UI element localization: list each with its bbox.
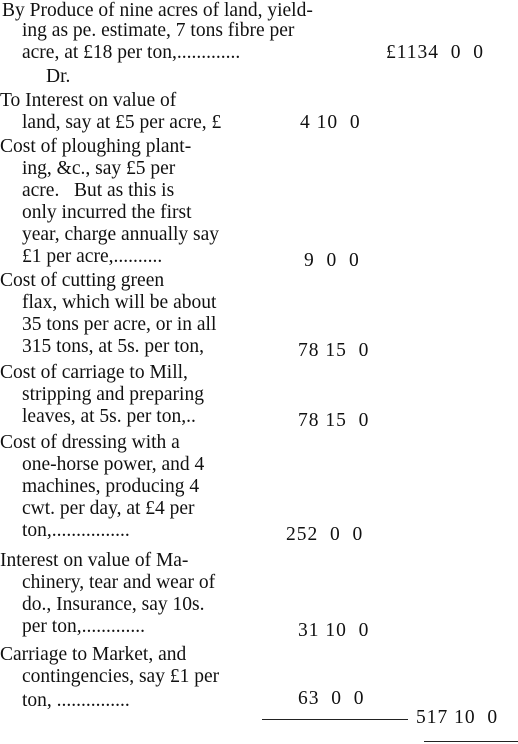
item-amount: 4 10 0 bbox=[300, 112, 361, 133]
item-line: stripping and preparing bbox=[22, 384, 204, 405]
item-line: ton, ............... bbox=[22, 690, 130, 711]
item-line: year, charge annually say bbox=[22, 224, 220, 245]
item-line: Cost of cutting green bbox=[0, 270, 165, 291]
item-line: do., Insurance, say 10s. bbox=[22, 594, 205, 615]
item-line: per ton,............. bbox=[22, 616, 145, 637]
item-amount: 9 0 0 bbox=[304, 250, 360, 271]
item-line: machines, producing 4 bbox=[22, 476, 200, 497]
item-line: Carriage to Market, and bbox=[0, 644, 187, 665]
item-line: leaves, at 5s. per ton,.. bbox=[22, 406, 196, 427]
debit-heading: Dr. bbox=[46, 66, 71, 87]
item-line: only incurred the first bbox=[22, 202, 192, 223]
credit-line: acre, at £18 per ton,............. bbox=[22, 42, 241, 63]
sum-rule bbox=[262, 719, 408, 720]
item-line: Interest on value of Ma- bbox=[0, 550, 189, 571]
item-line: one-horse power, and 4 bbox=[22, 454, 205, 475]
item-line: acre. But as this is bbox=[22, 180, 175, 201]
credit-amount: £1134 0 0 bbox=[386, 42, 485, 63]
item-line: ing, &c., say £5 per bbox=[22, 158, 176, 179]
credit-line: ing as pe. estimate, 7 tons fibre per bbox=[22, 20, 295, 41]
item-line: £1 per acre,.......... bbox=[22, 246, 163, 267]
item-line: To Interest on value of bbox=[0, 90, 177, 111]
item-line: cwt. per day, at £4 per bbox=[22, 498, 195, 519]
item-amount: 252 0 0 bbox=[286, 524, 364, 545]
item-amount: 31 10 0 bbox=[298, 620, 370, 641]
item-line: land, say at £5 per acre, £ bbox=[22, 112, 222, 133]
item-line: Cost of ploughing plant- bbox=[0, 136, 192, 157]
item-line: contingencies, say £1 per bbox=[22, 666, 220, 687]
item-line: flax, which will be about bbox=[22, 292, 217, 313]
item-amount: 78 15 0 bbox=[298, 410, 370, 431]
item-amount: 63 0 0 bbox=[298, 688, 365, 709]
item-line: 35 tons per acre, or in all bbox=[22, 314, 217, 335]
total-rule bbox=[424, 741, 518, 742]
item-line: 315 tons, at 5s. per ton, bbox=[22, 336, 204, 357]
item-line: Cost of carriage to Mill, bbox=[0, 362, 188, 383]
total-amount: 517 10 0 bbox=[416, 707, 499, 728]
item-line: chinery, tear and wear of bbox=[22, 572, 216, 593]
item-line: Cost of dressing with a bbox=[0, 432, 180, 453]
item-line: ton,................ bbox=[22, 520, 130, 541]
credit-line: By Produce of nine acres of land, yield- bbox=[2, 0, 313, 21]
item-amount: 78 15 0 bbox=[298, 340, 370, 361]
